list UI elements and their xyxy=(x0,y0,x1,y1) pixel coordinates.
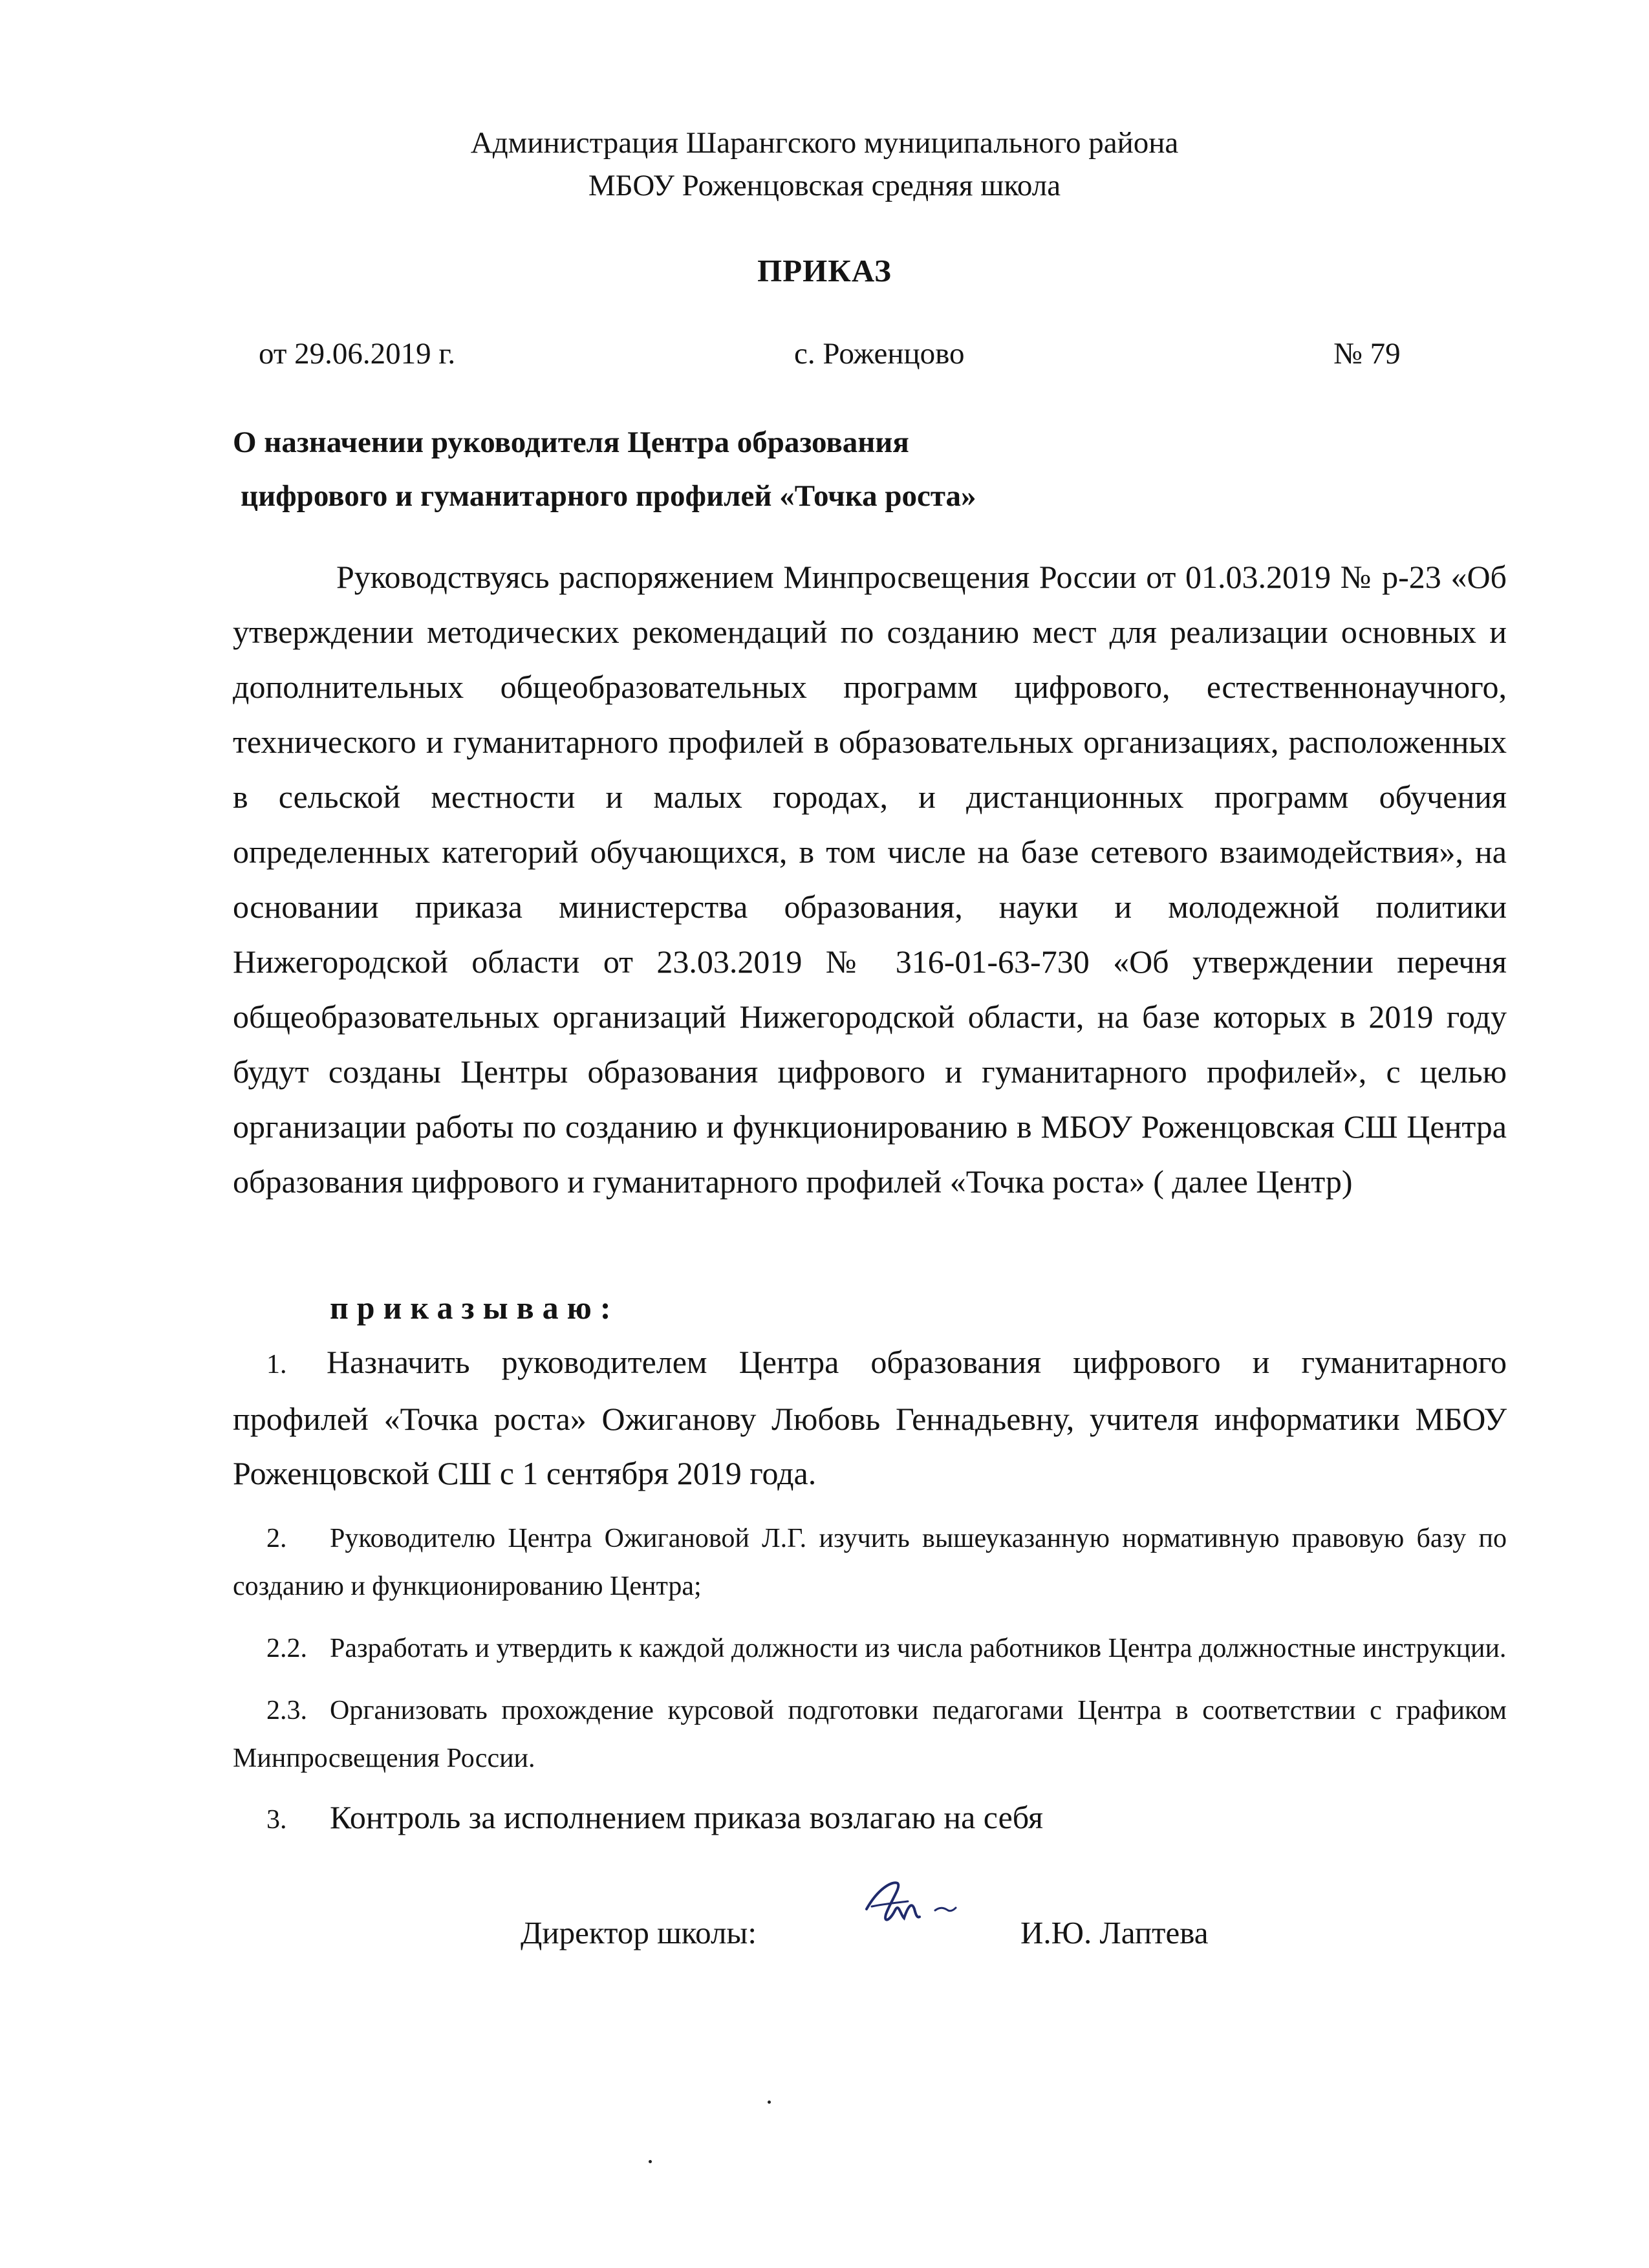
organization-name: Администрация Шарангского муниципального района xyxy=(470,126,1179,160)
item-number: 2.2. xyxy=(266,1634,307,1663)
subject-line-2: цифрового и гуманитарного профилей «Точка роста» xyxy=(241,479,976,513)
item-number: 2.3. xyxy=(266,1696,307,1725)
item-text: Разработать и утвердить к каждой должности из числа работников Центра должностные инструкции. xyxy=(330,1634,1507,1663)
item-text: Руководителю Центра Ожигановой Л.Г. изучить вышеуказанную нормативную правовую базу по созданию и функционированию Центра; xyxy=(233,1524,1507,1601)
item-text: Назначить руководителем Центра образования цифрового и гуманитарного профилей «Точка роста» Ожиганову Любовь Геннадьевну, учителя информатики МБОУ Роженцовской СШ с 1 сентября 2019 года. xyxy=(233,1344,1507,1491)
scan-speck xyxy=(768,2101,771,2104)
signatory-name: И.Ю. Лаптева xyxy=(1020,1915,1209,1950)
order-subject xyxy=(233,416,976,523)
order-date: от 29.06.2019 г. xyxy=(259,337,456,371)
order-item-3 xyxy=(233,1790,1507,1847)
school-name: МБОУ Роженцовская средняя школа xyxy=(588,169,1061,202)
item-number: 3. xyxy=(266,1805,287,1835)
order-items xyxy=(233,1280,1507,1847)
signatory-position: Директор школы: xyxy=(521,1915,757,1950)
document-title: ПРИКАЗ xyxy=(757,253,892,288)
order-word: приказываю: xyxy=(330,1290,620,1326)
scan-speck xyxy=(649,2160,652,2163)
preamble-paragraph: Руководствуясь распоряжением Минпросвещения России от 01.03.2019 № р-23 «Об утверждении методических рекомендаций по созданию мест для реализации основных и дополнительных общеобразовательных программ цифрового, естественнонаучного, технического и гуманитарного профилей в образовательных организациях, расположенных в сельской местности и малых городах, и дистанционных программ обучения определенных категорий обучающихся, в том числе на базе сетевого взаимодействия», на основании приказа министерства образования, науки и молодежной политики Нижегородской области от 23.03.2019 № 316-01-63-730 «Об утверждении перечня общеобразовательных организаций Нижегородской области, на базе которых в 2019 году будут созданы Центры образования цифрового и гуманитарного профилей», с целью организации работы по созданию и функционированию в МБОУ Роженцовская СШ Центра образования цифрового и гуманитарного профилей «Точка роста» ( далее Центр) xyxy=(233,559,1507,1200)
item-number: 2. xyxy=(266,1524,287,1553)
handwritten-signature xyxy=(852,1869,962,1940)
order-number: № 79 xyxy=(1333,337,1401,371)
order-item-1 xyxy=(233,1335,1507,1500)
item-text: Контроль за исполнением приказа возлагаю на себя xyxy=(330,1799,1043,1835)
item-text: Организовать прохождение курсовой подготовки педагогами Центра в соответствии с графиком Минпросвещения России. xyxy=(233,1696,1507,1773)
order-item-2 xyxy=(233,1515,1507,1610)
order-item-2-2 xyxy=(233,1625,1507,1672)
subject-line-1: О назначении руководителя Центра образования xyxy=(233,426,909,459)
item-number: 1. xyxy=(266,1350,287,1379)
order-place: с. Роженцово xyxy=(794,337,965,371)
order-item-2-3 xyxy=(233,1687,1507,1782)
